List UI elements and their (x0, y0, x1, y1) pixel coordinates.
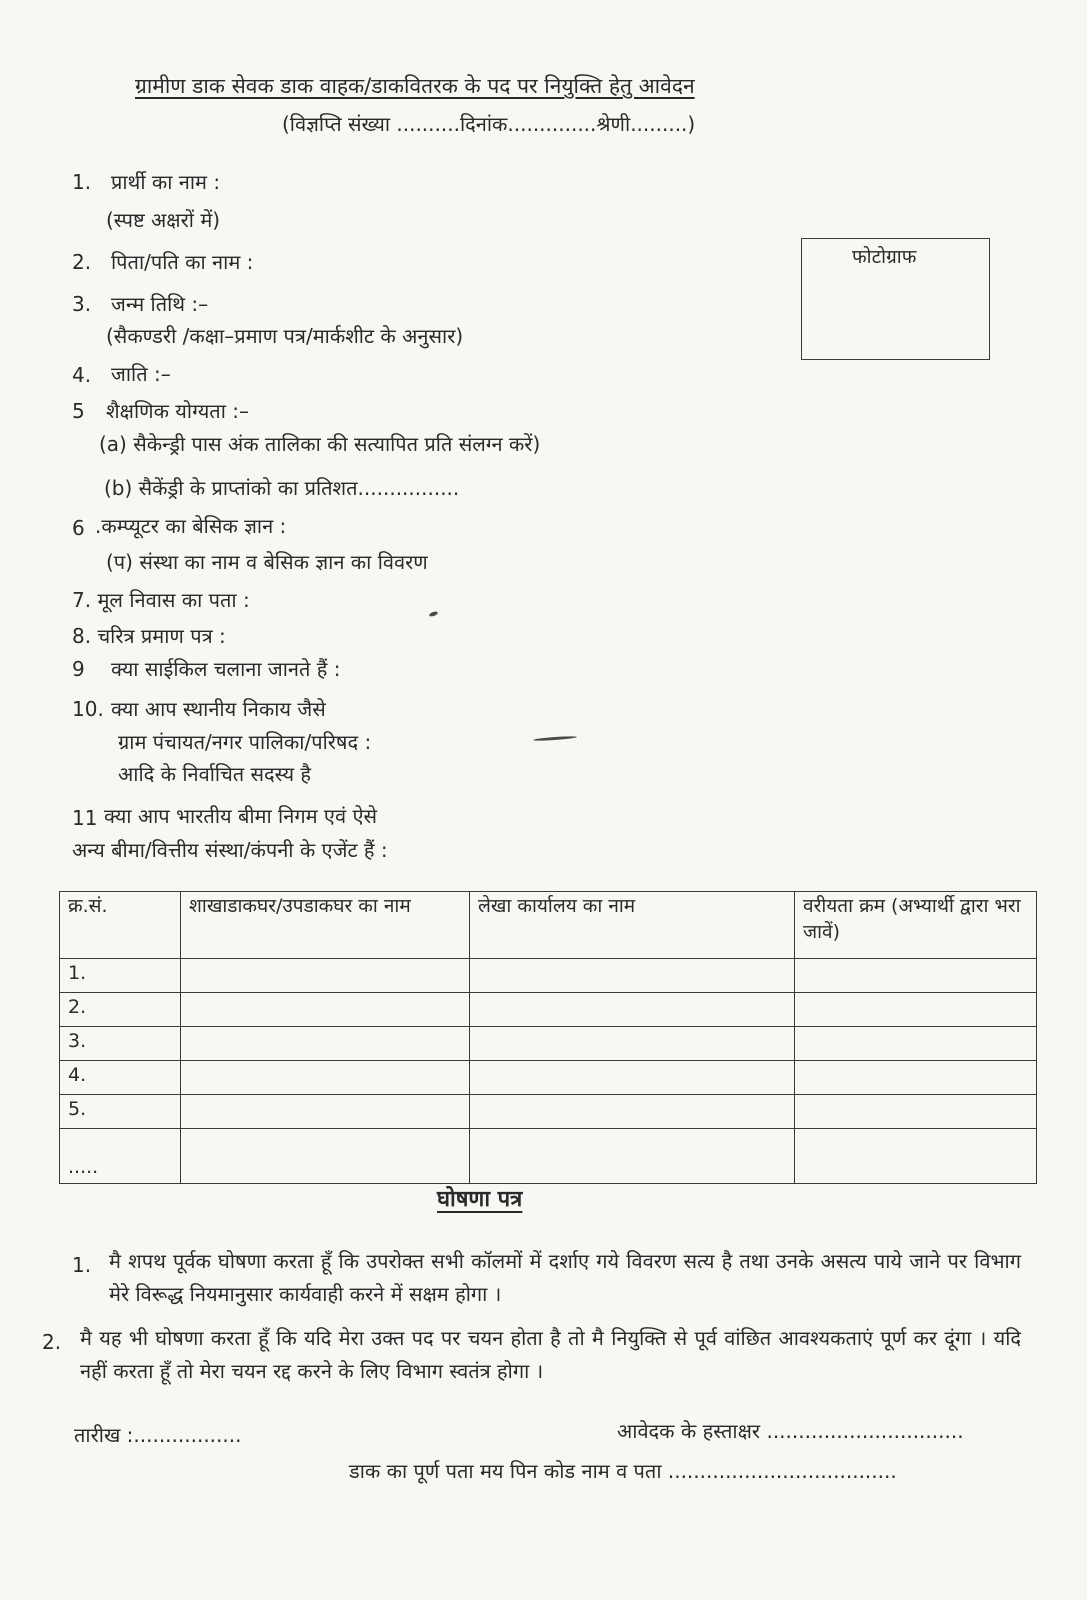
row-serial: 1. (60, 959, 181, 993)
field-local-body-line2: ग्राम पंचायत/नगर पालिका/परिषद : (118, 730, 372, 754)
field-father-husband-name-label: पिता/पति का नाम : (111, 250, 254, 274)
postal-address-label: डाक का पूर्ण पता मय पिन कोड नाम व पता .................................... (349, 1459, 897, 1483)
photograph-label: फोटोग्राफ (852, 246, 917, 268)
field-education-a: (a) सैकेन्ड्री पास अंक तालिका की सत्यापित प्रति संलग्न करें) (99, 432, 541, 456)
col-preference-header: वरीयता क्रम (अभ्यार्थी द्वारा भरा जावें) (795, 892, 1037, 959)
photograph-box (801, 238, 990, 360)
field-insurance-agent-line1: क्या आप भारतीय बीमा निगम एवं ऐसे (104, 804, 378, 828)
table-row (60, 993, 1037, 1027)
field-10-number: 10. (72, 697, 104, 721)
accounts-office-cell (470, 1027, 795, 1061)
field-education-label: शैक्षणिक योग्यता :– (106, 399, 249, 423)
declaration-paragraph-2: मै यह भी घोषणा करता हूँ कि यदि मेरा उक्त पद पर चयन होता है तो मै नियुक्ति से पूर्व वांछित आवश्यकताएं पूर्ण कर दूंगा । यदि नहीं करता हूँ तो मेरा चयन रद्द करने के लिए विभाग स्वतंत्र होगा । (80, 1326, 1021, 1383)
preference-cell (795, 1027, 1037, 1061)
field-2-number: 2. (72, 250, 92, 274)
field-cycling-label: क्या साईकिल चलाना जानते हैं : (111, 657, 341, 681)
field-computer-knowledge-detail: (प) संस्था का नाम व बेसिक ज्ञान का विवरण (106, 550, 428, 574)
preference-cell (795, 1061, 1037, 1095)
row-serial: 2. (60, 993, 181, 1027)
declaration-paragraph-1: मै शपथ पूर्वक घोषणा करता हूँ कि उपरोक्त सभी कॉलमों में दर्शाए गये विवरण सत्य है तथा उनके असत्य पाये जाने पर विभाग मेरे विरूद्ध नियमानुसार कार्यवाही करने में सक्षम होगा । (109, 1249, 1021, 1306)
accounts-office-cell (470, 1061, 795, 1095)
accounts-office-cell (470, 1129, 795, 1184)
field-computer-knowledge-label: .कम्प्यूटर का बेसिक ज्ञान : (95, 514, 287, 538)
table-header-row (60, 892, 1037, 959)
preference-cell (795, 1129, 1037, 1184)
col-accounts-office-header: लेखा कार्यालय का नाम (470, 892, 795, 959)
field-applicant-name-hint: (स्पष्ट अक्षरों में) (106, 208, 221, 232)
table-row (60, 1129, 1037, 1184)
field-caste-label: जाति :– (111, 362, 171, 386)
branch-office-cell (181, 959, 470, 993)
field-9-number: 9 (72, 657, 85, 681)
notification-details: (विज्ञप्ति संख्या ..........दिनांक..............श्रेणी.........) (282, 112, 696, 136)
row-serial: 4. (60, 1061, 181, 1095)
declaration-2-number: 2. (42, 1330, 62, 1354)
row-serial: ..... (60, 1129, 181, 1184)
branch-preference-table (59, 891, 1037, 1184)
ink-mark (429, 611, 439, 618)
field-education-b: (b) सैकेंड्री के प्राप्तांको का प्रतिशत................ (104, 476, 460, 500)
preference-cell (795, 959, 1037, 993)
field-11-number: 11 (72, 806, 98, 830)
accounts-office-cell (470, 959, 795, 993)
form-title: ग्रामीण डाक सेवक डाक वाहक/डाकवितरक के पद पर नियुक्ति हेतु आवेदन (135, 74, 695, 98)
accounts-office-cell (470, 1095, 795, 1129)
field-local-body-line3: आदि के निर्वाचित सदस्य है (118, 762, 312, 786)
table-row (60, 959, 1037, 993)
field-applicant-name-label: प्रार्थी का नाम : (111, 170, 221, 194)
field-date-of-birth-hint: (सैकण्डरी /कक्षा–प्रमाण पत्र/मार्कशीट के अनुसार) (106, 324, 464, 348)
declaration-1-number: 1. (72, 1253, 92, 1277)
field-3-number: 3. (72, 292, 92, 316)
table-row (60, 1061, 1037, 1095)
field-6-number: 6 (72, 516, 85, 540)
field-5-number: 5 (72, 399, 85, 423)
date-label: तारीख :................. (74, 1423, 242, 1447)
field-native-address-label: 7. मूल निवास का पता : (72, 588, 250, 612)
branch-office-cell (181, 1129, 470, 1184)
field-local-body-line1: क्या आप स्थानीय निकाय जैसे (111, 697, 326, 721)
table-row (60, 1095, 1037, 1129)
branch-office-cell (181, 1095, 470, 1129)
accounts-office-cell (470, 993, 795, 1027)
preference-cell (795, 1095, 1037, 1129)
ink-dash (533, 735, 577, 741)
row-serial: 3. (60, 1027, 181, 1061)
applicant-signature-label: आवेदक के हस्ताक्षर ............................... (617, 1419, 964, 1443)
col-serial-header: क्र.सं. (60, 892, 181, 959)
branch-office-cell (181, 1027, 470, 1061)
field-insurance-agent-line2: अन्य बीमा/वित्तीय संस्था/कंपनी के एजेंट हैं : (72, 838, 388, 862)
row-serial: 5. (60, 1095, 181, 1129)
branch-office-cell (181, 993, 470, 1027)
field-1-number: 1. (72, 170, 92, 194)
declaration-heading: घोषणा पत्र (437, 1187, 523, 1212)
col-branch-office-header: शाखाडाकघर/उपडाकघर का नाम (181, 892, 470, 959)
field-4-number: 4. (72, 363, 92, 387)
preference-cell (795, 993, 1037, 1027)
branch-office-cell (181, 1061, 470, 1095)
field-date-of-birth-label: जन्म तिथि :– (111, 292, 209, 316)
field-character-certificate-label: 8. चरित्र प्रमाण पत्र : (72, 624, 226, 648)
table-row (60, 1027, 1037, 1061)
